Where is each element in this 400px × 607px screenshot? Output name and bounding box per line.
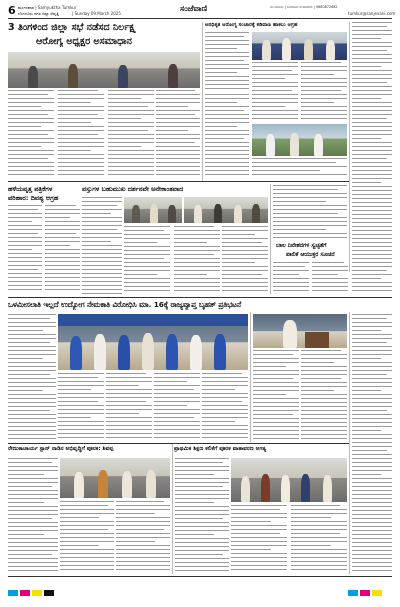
text-column: [154, 373, 200, 441]
masthead-right-meta-2: tumkur@sanjevani.com: [348, 11, 396, 16]
color-swatch: [360, 590, 370, 596]
photo-figure: [323, 475, 332, 502]
color-swatch: [20, 590, 30, 596]
photo-figure: [241, 476, 250, 502]
photo-figure: [281, 475, 290, 502]
column-divider: [202, 22, 203, 182]
color-swatch: [32, 590, 42, 596]
photo-figure: [168, 205, 176, 223]
text-column: [175, 458, 229, 574]
text-column: [205, 94, 249, 178]
color-swatch: [372, 590, 382, 596]
photo-figure: [28, 66, 38, 88]
photo-figure: [132, 205, 140, 223]
photo-figure: [146, 470, 156, 498]
photo-figure: [290, 133, 299, 156]
text-column: [252, 62, 298, 122]
photo-officials: [252, 32, 347, 60]
photo-figure: [301, 474, 310, 502]
page-number: 6: [8, 4, 16, 17]
text-column: [58, 373, 104, 441]
text-column: [174, 226, 220, 295]
text-column: [312, 262, 348, 296]
section-rule: [8, 181, 349, 182]
column-divider: [270, 184, 271, 294]
text-column: [156, 90, 200, 178]
text-column: [291, 505, 347, 574]
photo-figure: [94, 334, 106, 370]
text-column: [352, 22, 392, 272]
footer-rule: [8, 576, 392, 577]
text-column: [8, 90, 54, 178]
photo-figure: [190, 335, 202, 370]
photo-figure: [142, 333, 154, 370]
text-column: [202, 373, 248, 441]
column-divider: [250, 312, 251, 442]
masthead-left-meta: ಮಂಗಳವಾರ | Samyuktha Tumkur: [18, 5, 77, 10]
photo-figure: [266, 134, 275, 156]
headline-banner: ಒಳಮೀಸಲಾತಿ ಇಲ್ಲದೆ ಉದ್ಯೋಗ ನೇಮಕಾತಿ ವಿರೋಧಿಸಿ ಮಾ. 16ಕ್ಕೆ ರಾಜ್ಯವ್ಯಾಪ್ತ ಬೃಹತ್ ಪ್ರತಿಭಟನೆ: [8, 300, 242, 309]
photo-figure: [252, 204, 260, 223]
headline-bottom-left: ರೇಣುಕಾಚಾರ್ಯ ಸ್ಟಾನ್ ನಾಡಿನ ಅಭಿವೃದ್ಧಿಗೆ ಪೂರಕ: ಶಿವಪ್ಪ: [8, 446, 114, 452]
photo-figure: [214, 204, 222, 223]
color-swatch: [348, 590, 358, 596]
text-column: [45, 205, 80, 295]
photo-meeting-hall: [8, 52, 200, 88]
photo-figure: [118, 335, 130, 370]
newspaper-logo: ಸಂಜೆವಾಣಿ: [180, 4, 208, 13]
photo-figure: [234, 205, 242, 223]
masthead-rule: [8, 18, 392, 19]
photo-figure: [68, 64, 78, 88]
section-rule: [8, 443, 349, 444]
photo-figure: [150, 204, 158, 223]
photo-figure: [283, 320, 297, 348]
text-column: [253, 350, 299, 442]
photo-figure: [194, 205, 202, 223]
photo-figure: [282, 38, 291, 60]
section-rule: [8, 297, 392, 298]
column-divider: [172, 444, 173, 574]
registration-strip: [8, 590, 392, 596]
photo-figure: [70, 336, 82, 370]
text-column: [252, 158, 347, 180]
text-column: [273, 185, 347, 241]
text-column: [124, 226, 170, 295]
text-column: [8, 458, 58, 574]
text-column: [8, 314, 56, 440]
photo-jayanti-event: [60, 458, 170, 498]
photo-figure: [314, 134, 323, 156]
podium: [305, 332, 329, 348]
photo-protest-stage: [58, 314, 248, 370]
photo-figure: [98, 470, 108, 498]
text-column: [301, 350, 347, 442]
text-column: [273, 262, 309, 296]
text-column: [106, 373, 152, 441]
text-column: [222, 226, 268, 295]
text-column: [231, 505, 287, 574]
photo-figure: [214, 334, 226, 370]
headline-top-right: ಅನಧಿಕೃತ ಆರೋಗ್ಯ ಸಂಚಾರಕ್ಕೆ ಕಡಿವಾಣ ಹಾಕಲು ಆಗ್ರಹ: [205, 22, 298, 28]
photo-figure: [166, 334, 178, 370]
headline-mid-right: ಬಾಲ ನಿವೇಶನಗಳ ಸ್ವಚ್ಛತೆಗೆ: [276, 243, 327, 249]
text-column: [116, 501, 170, 574]
photo-figure: [304, 39, 313, 60]
text-column: [8, 205, 42, 295]
photo-figure: [262, 40, 271, 60]
headline-mid-center: ವಸ್ತುಗಳ ಬಹುಮುಖ ದರ್ಶನವೇ ಅನೇಕಾಂತವಾದ: [82, 185, 184, 193]
text-column: [82, 197, 122, 295]
color-swatch: [8, 590, 18, 596]
photo-speaker: [253, 314, 347, 348]
color-swatch: [44, 590, 54, 596]
photo-figure: [261, 474, 270, 502]
photo-seminar: [124, 197, 182, 223]
photo-figure: [168, 64, 178, 88]
headline-mid-right-sub: ಪಾಲಿಕೆ ಆಯುಕ್ತರ ಸೂಚನೆ: [286, 252, 335, 258]
headline-top-left-sub: ಆರೋಗ್ಯ ಅಧ್ಯಕ್ಷರ ಅಸಮಾಧಾನ: [36, 36, 132, 47]
photo-panel: [184, 197, 268, 223]
photo-school: [231, 458, 347, 502]
text-column: [60, 501, 114, 574]
text-column: [205, 32, 249, 92]
photo-figure: [118, 65, 128, 88]
headline-mid-left-sub: ಪರಿಹಾರ: ದಿವಶ್ಯ ಆಗ್ರಹ: [8, 194, 59, 202]
text-column: [301, 62, 347, 122]
text-column: [58, 90, 104, 178]
photo-figure: [122, 471, 132, 498]
headline-mid-left: ಹಳೆಯವೃತ್ತ ಪತ್ರಿಕೆಗಳ: [8, 185, 53, 193]
text-column: [352, 314, 392, 574]
stage-banner: [58, 314, 248, 326]
headline-bottom-right: ಪ್ರಾಥಮಿಕ ಶಿಕ್ಷಣ ಕಲಿಕೆಗೆ ಪೂರಕ ವಾತಾವರಣ ಅಗತ್ಯ: [174, 446, 267, 452]
photo-figure: [74, 472, 84, 498]
photo-outdoor-event: [252, 124, 347, 156]
headline-top-left: 3 ತಿಂಗಳಿಂದ ಜಿಲ್ಲಾ ಸಭೆ ನಡೆಸದ ನಿರ್ಲಕ್ಷ್ಯ: [8, 22, 137, 33]
column-divider: [349, 312, 350, 574]
masthead: [8, 4, 396, 18]
column-divider: [349, 22, 350, 272]
photo-figure: [326, 40, 335, 60]
text-column: [108, 90, 154, 178]
masthead-left-meta-2: ಬೆಂಗಳೂರು ನಗರ ಜಿಲ್ಲಾ ಆವೃತ್ತಿ: [18, 11, 59, 16]
text-column: [352, 262, 392, 296]
masthead-date: | Sunday 09 March 2025: [72, 11, 121, 16]
masthead-right-meta: ಮಂಗಳವಾರ | ಸಂಜೆವಾಣಿ ಸಂಪಾದಕರು | 9880872682: [270, 5, 338, 9]
